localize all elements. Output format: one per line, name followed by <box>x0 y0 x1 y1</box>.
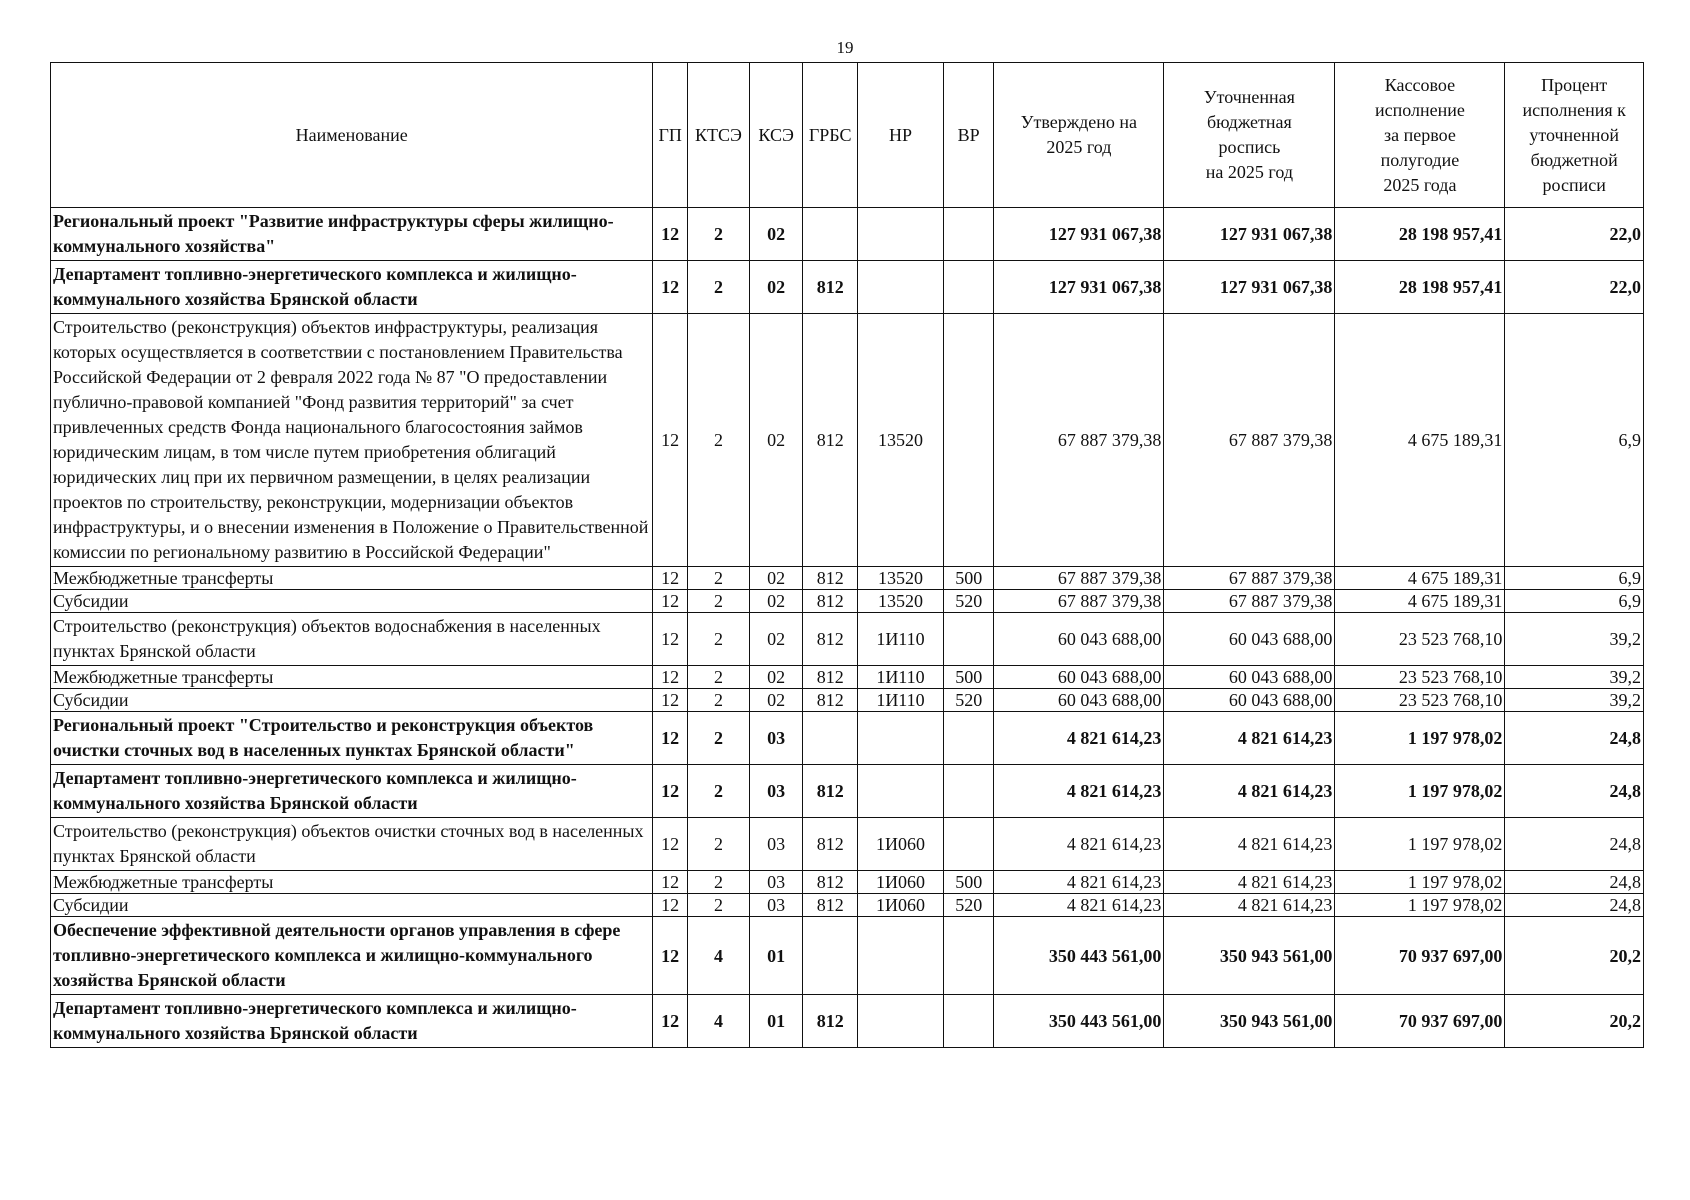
row-gp: 12 <box>653 871 688 894</box>
row-ktse: 4 <box>687 917 749 995</box>
row-name: Строительство (реконструкция) объектов инфраструктуры, реализация которых осуществляется в соответствии с постановлением Правительства Российской Федерации от 2 февраля 2022 года № 87 "О предоставлении публично-правовой компанией "Фонд развития территорий" за счет привлеченных средств Фонда национального благосостояния займов юридическим лицам, в том числе путем приобретения облигаций юридических лиц при их первичном размещении, в целях реализации проектов по строительству, реконструкции, модернизации объектов инфраструктуры, и о внесении изменения в Положение о Правительственной комиссии по региональному развитию в Российской Федерации" <box>51 314 653 567</box>
row-kse: 02 <box>749 689 803 712</box>
row-approved: 67 887 379,38 <box>994 314 1164 567</box>
row-name: Департамент топливно-энергетического комплекса и жилищно-коммунального хозяйства Брянской области <box>51 995 653 1048</box>
row-name: Строительство (реконструкция) объектов водоснабжения в населенных пунктах Брянской области <box>51 613 653 666</box>
row-nr: 1И110 <box>857 689 943 712</box>
row-cash: 1 197 978,02 <box>1335 894 1505 917</box>
row-gp: 12 <box>653 590 688 613</box>
row-vr <box>944 314 994 567</box>
row-percent: 6,9 <box>1505 567 1644 590</box>
row-gp: 12 <box>653 894 688 917</box>
row-nr: 13520 <box>857 590 943 613</box>
header-nr: НР <box>857 63 943 208</box>
row-percent: 39,2 <box>1505 613 1644 666</box>
row-approved: 4 821 614,23 <box>994 818 1164 871</box>
header-name: Наименование <box>51 63 653 208</box>
row-vr <box>944 917 994 995</box>
row-vr: 520 <box>944 689 994 712</box>
row-cash: 70 937 697,00 <box>1335 917 1505 995</box>
row-refined: 67 887 379,38 <box>1164 567 1335 590</box>
row-vr <box>944 765 994 818</box>
row-name: Субсидии <box>51 590 653 613</box>
row-gp: 12 <box>653 995 688 1048</box>
row-cash: 23 523 768,10 <box>1335 666 1505 689</box>
row-cash: 1 197 978,02 <box>1335 871 1505 894</box>
row-nr <box>857 261 943 314</box>
row-gp: 12 <box>653 765 688 818</box>
header-cash: Кассовое исполнение за первое полугодие 2025 года <box>1335 63 1505 208</box>
row-grbs <box>803 208 858 261</box>
row-kse: 03 <box>749 818 803 871</box>
row-nr: 13520 <box>857 567 943 590</box>
row-refined: 67 887 379,38 <box>1164 314 1335 567</box>
row-ktse: 2 <box>687 590 749 613</box>
row-approved: 4 821 614,23 <box>994 871 1164 894</box>
row-grbs: 812 <box>803 894 858 917</box>
row-cash: 28 198 957,41 <box>1335 208 1505 261</box>
row-approved: 350 443 561,00 <box>994 917 1164 995</box>
row-percent: 22,0 <box>1505 208 1644 261</box>
row-approved: 67 887 379,38 <box>994 567 1164 590</box>
row-kse: 02 <box>749 590 803 613</box>
row-kse: 01 <box>749 917 803 995</box>
row-nr: 1И110 <box>857 666 943 689</box>
row-gp: 12 <box>653 208 688 261</box>
row-nr: 1И060 <box>857 818 943 871</box>
row-ktse: 2 <box>687 818 749 871</box>
row-ktse: 2 <box>687 261 749 314</box>
row-refined: 4 821 614,23 <box>1164 894 1335 917</box>
row-approved: 4 821 614,23 <box>994 765 1164 818</box>
row-cash: 70 937 697,00 <box>1335 995 1505 1048</box>
row-gp: 12 <box>653 314 688 567</box>
table-row <box>51 917 1644 995</box>
row-kse: 02 <box>749 261 803 314</box>
row-ktse: 2 <box>687 314 749 567</box>
row-grbs: 812 <box>803 689 858 712</box>
row-kse: 03 <box>749 894 803 917</box>
row-approved: 350 443 561,00 <box>994 995 1164 1048</box>
row-grbs: 812 <box>803 871 858 894</box>
row-vr <box>944 208 994 261</box>
row-grbs: 812 <box>803 765 858 818</box>
header-percent: Процент исполнения к уточненной бюджетной росписи <box>1505 63 1644 208</box>
row-name: Межбюджетные трансферты <box>51 567 653 590</box>
table-row <box>51 314 1644 567</box>
table-row <box>51 208 1644 261</box>
row-refined: 4 821 614,23 <box>1164 712 1335 765</box>
table-row <box>51 689 1644 712</box>
row-name: Межбюджетные трансферты <box>51 871 653 894</box>
row-percent: 20,2 <box>1505 995 1644 1048</box>
row-nr <box>857 765 943 818</box>
row-grbs <box>803 712 858 765</box>
row-grbs: 812 <box>803 666 858 689</box>
row-cash: 4 675 189,31 <box>1335 590 1505 613</box>
row-cash: 1 197 978,02 <box>1335 818 1505 871</box>
row-approved: 127 931 067,38 <box>994 208 1164 261</box>
table-row <box>51 613 1644 666</box>
row-name: Субсидии <box>51 894 653 917</box>
row-refined: 60 043 688,00 <box>1164 666 1335 689</box>
row-nr <box>857 917 943 995</box>
row-vr: 520 <box>944 590 994 613</box>
row-name: Региональный проект "Развитие инфраструктуры сферы жилищно-коммунального хозяйства" <box>51 208 653 261</box>
row-kse: 02 <box>749 208 803 261</box>
row-kse: 03 <box>749 712 803 765</box>
row-kse: 03 <box>749 765 803 818</box>
row-refined: 4 821 614,23 <box>1164 871 1335 894</box>
row-grbs <box>803 917 858 995</box>
row-nr <box>857 995 943 1048</box>
row-name: Строительство (реконструкция) объектов очистки сточных вод в населенных пунктах Брянской области <box>51 818 653 871</box>
row-refined: 4 821 614,23 <box>1164 765 1335 818</box>
row-percent: 24,8 <box>1505 871 1644 894</box>
row-name: Департамент топливно-энергетического комплекса и жилищно-коммунального хозяйства Брянской области <box>51 765 653 818</box>
row-gp: 12 <box>653 689 688 712</box>
row-nr: 13520 <box>857 314 943 567</box>
row-vr <box>944 261 994 314</box>
row-nr <box>857 208 943 261</box>
row-vr: 500 <box>944 871 994 894</box>
row-percent: 39,2 <box>1505 689 1644 712</box>
row-grbs: 812 <box>803 818 858 871</box>
row-percent: 22,0 <box>1505 261 1644 314</box>
budget-execution-table <box>50 62 1644 1048</box>
row-ktse: 2 <box>687 666 749 689</box>
row-ktse: 2 <box>687 712 749 765</box>
row-grbs: 812 <box>803 995 858 1048</box>
row-kse: 02 <box>749 666 803 689</box>
row-name: Обеспечение эффективной деятельности органов управления в сфере топливно-энергетического комплекса и жилищно-коммунального хозяйства Брянской области <box>51 917 653 995</box>
row-nr <box>857 712 943 765</box>
header-refined: Уточненная бюджетная роспись на 2025 год <box>1164 63 1335 208</box>
header-approved: Утверждено на 2025 год <box>994 63 1164 208</box>
table-row <box>51 712 1644 765</box>
row-ktse: 2 <box>687 689 749 712</box>
row-vr <box>944 818 994 871</box>
row-percent: 39,2 <box>1505 666 1644 689</box>
row-cash: 4 675 189,31 <box>1335 314 1505 567</box>
row-percent: 20,2 <box>1505 917 1644 995</box>
table-row <box>51 871 1644 894</box>
row-gp: 12 <box>653 917 688 995</box>
row-ktse: 2 <box>687 765 749 818</box>
row-name: Региональный проект "Строительство и реконструкция объектов очистки сточных вод в населенных пунктах Брянской области" <box>51 712 653 765</box>
row-ktse: 2 <box>687 871 749 894</box>
row-approved: 60 043 688,00 <box>994 613 1164 666</box>
page-number-text: 19 <box>836 38 854 57</box>
row-cash: 1 197 978,02 <box>1335 765 1505 818</box>
row-percent: 6,9 <box>1505 314 1644 567</box>
page-number <box>0 38 1690 58</box>
row-percent: 24,8 <box>1505 712 1644 765</box>
row-ktse: 2 <box>687 613 749 666</box>
row-approved: 4 821 614,23 <box>994 712 1164 765</box>
header-vr: ВР <box>944 63 994 208</box>
table-row <box>51 894 1644 917</box>
row-vr: 500 <box>944 567 994 590</box>
row-cash: 23 523 768,10 <box>1335 689 1505 712</box>
row-gp: 12 <box>653 613 688 666</box>
row-approved: 4 821 614,23 <box>994 894 1164 917</box>
row-kse: 02 <box>749 567 803 590</box>
row-cash: 23 523 768,10 <box>1335 613 1505 666</box>
row-vr: 500 <box>944 666 994 689</box>
row-cash: 28 198 957,41 <box>1335 261 1505 314</box>
row-nr: 1И060 <box>857 894 943 917</box>
row-grbs: 812 <box>803 314 858 567</box>
row-percent: 24,8 <box>1505 894 1644 917</box>
row-vr <box>944 995 994 1048</box>
header-ktse: КТСЭ <box>687 63 749 208</box>
row-vr <box>944 613 994 666</box>
row-gp: 12 <box>653 567 688 590</box>
row-gp: 12 <box>653 818 688 871</box>
table-row <box>51 567 1644 590</box>
row-vr <box>944 712 994 765</box>
row-ktse: 4 <box>687 995 749 1048</box>
header-gp: ГП <box>653 63 688 208</box>
row-nr: 1И110 <box>857 613 943 666</box>
table-row <box>51 666 1644 689</box>
row-gp: 12 <box>653 712 688 765</box>
table-row <box>51 818 1644 871</box>
row-refined: 127 931 067,38 <box>1164 261 1335 314</box>
row-cash: 1 197 978,02 <box>1335 712 1505 765</box>
table-row <box>51 765 1644 818</box>
row-refined: 350 943 561,00 <box>1164 917 1335 995</box>
row-refined: 60 043 688,00 <box>1164 613 1335 666</box>
row-refined: 67 887 379,38 <box>1164 590 1335 613</box>
row-refined: 60 043 688,00 <box>1164 689 1335 712</box>
row-approved: 67 887 379,38 <box>994 590 1164 613</box>
table-header-row <box>51 63 1644 208</box>
row-approved: 60 043 688,00 <box>994 666 1164 689</box>
row-percent: 24,8 <box>1505 818 1644 871</box>
row-gp: 12 <box>653 666 688 689</box>
row-ktse: 2 <box>687 894 749 917</box>
table-row <box>51 261 1644 314</box>
row-grbs: 812 <box>803 261 858 314</box>
row-refined: 350 943 561,00 <box>1164 995 1335 1048</box>
header-kse: КСЭ <box>749 63 803 208</box>
row-vr: 520 <box>944 894 994 917</box>
row-kse: 02 <box>749 613 803 666</box>
row-grbs: 812 <box>803 613 858 666</box>
table-row <box>51 590 1644 613</box>
row-grbs: 812 <box>803 567 858 590</box>
row-grbs: 812 <box>803 590 858 613</box>
row-cash: 4 675 189,31 <box>1335 567 1505 590</box>
row-refined: 127 931 067,38 <box>1164 208 1335 261</box>
table-row <box>51 995 1644 1048</box>
row-name: Департамент топливно-энергетического комплекса и жилищно-коммунального хозяйства Брянской области <box>51 261 653 314</box>
row-nr: 1И060 <box>857 871 943 894</box>
header-grbs: ГРБС <box>803 63 858 208</box>
row-percent: 6,9 <box>1505 590 1644 613</box>
row-kse: 01 <box>749 995 803 1048</box>
row-approved: 60 043 688,00 <box>994 689 1164 712</box>
row-gp: 12 <box>653 261 688 314</box>
row-kse: 02 <box>749 314 803 567</box>
row-name: Межбюджетные трансферты <box>51 666 653 689</box>
row-ktse: 2 <box>687 567 749 590</box>
row-ktse: 2 <box>687 208 749 261</box>
row-name: Субсидии <box>51 689 653 712</box>
row-approved: 127 931 067,38 <box>994 261 1164 314</box>
row-kse: 03 <box>749 871 803 894</box>
row-refined: 4 821 614,23 <box>1164 818 1335 871</box>
row-percent: 24,8 <box>1505 765 1644 818</box>
